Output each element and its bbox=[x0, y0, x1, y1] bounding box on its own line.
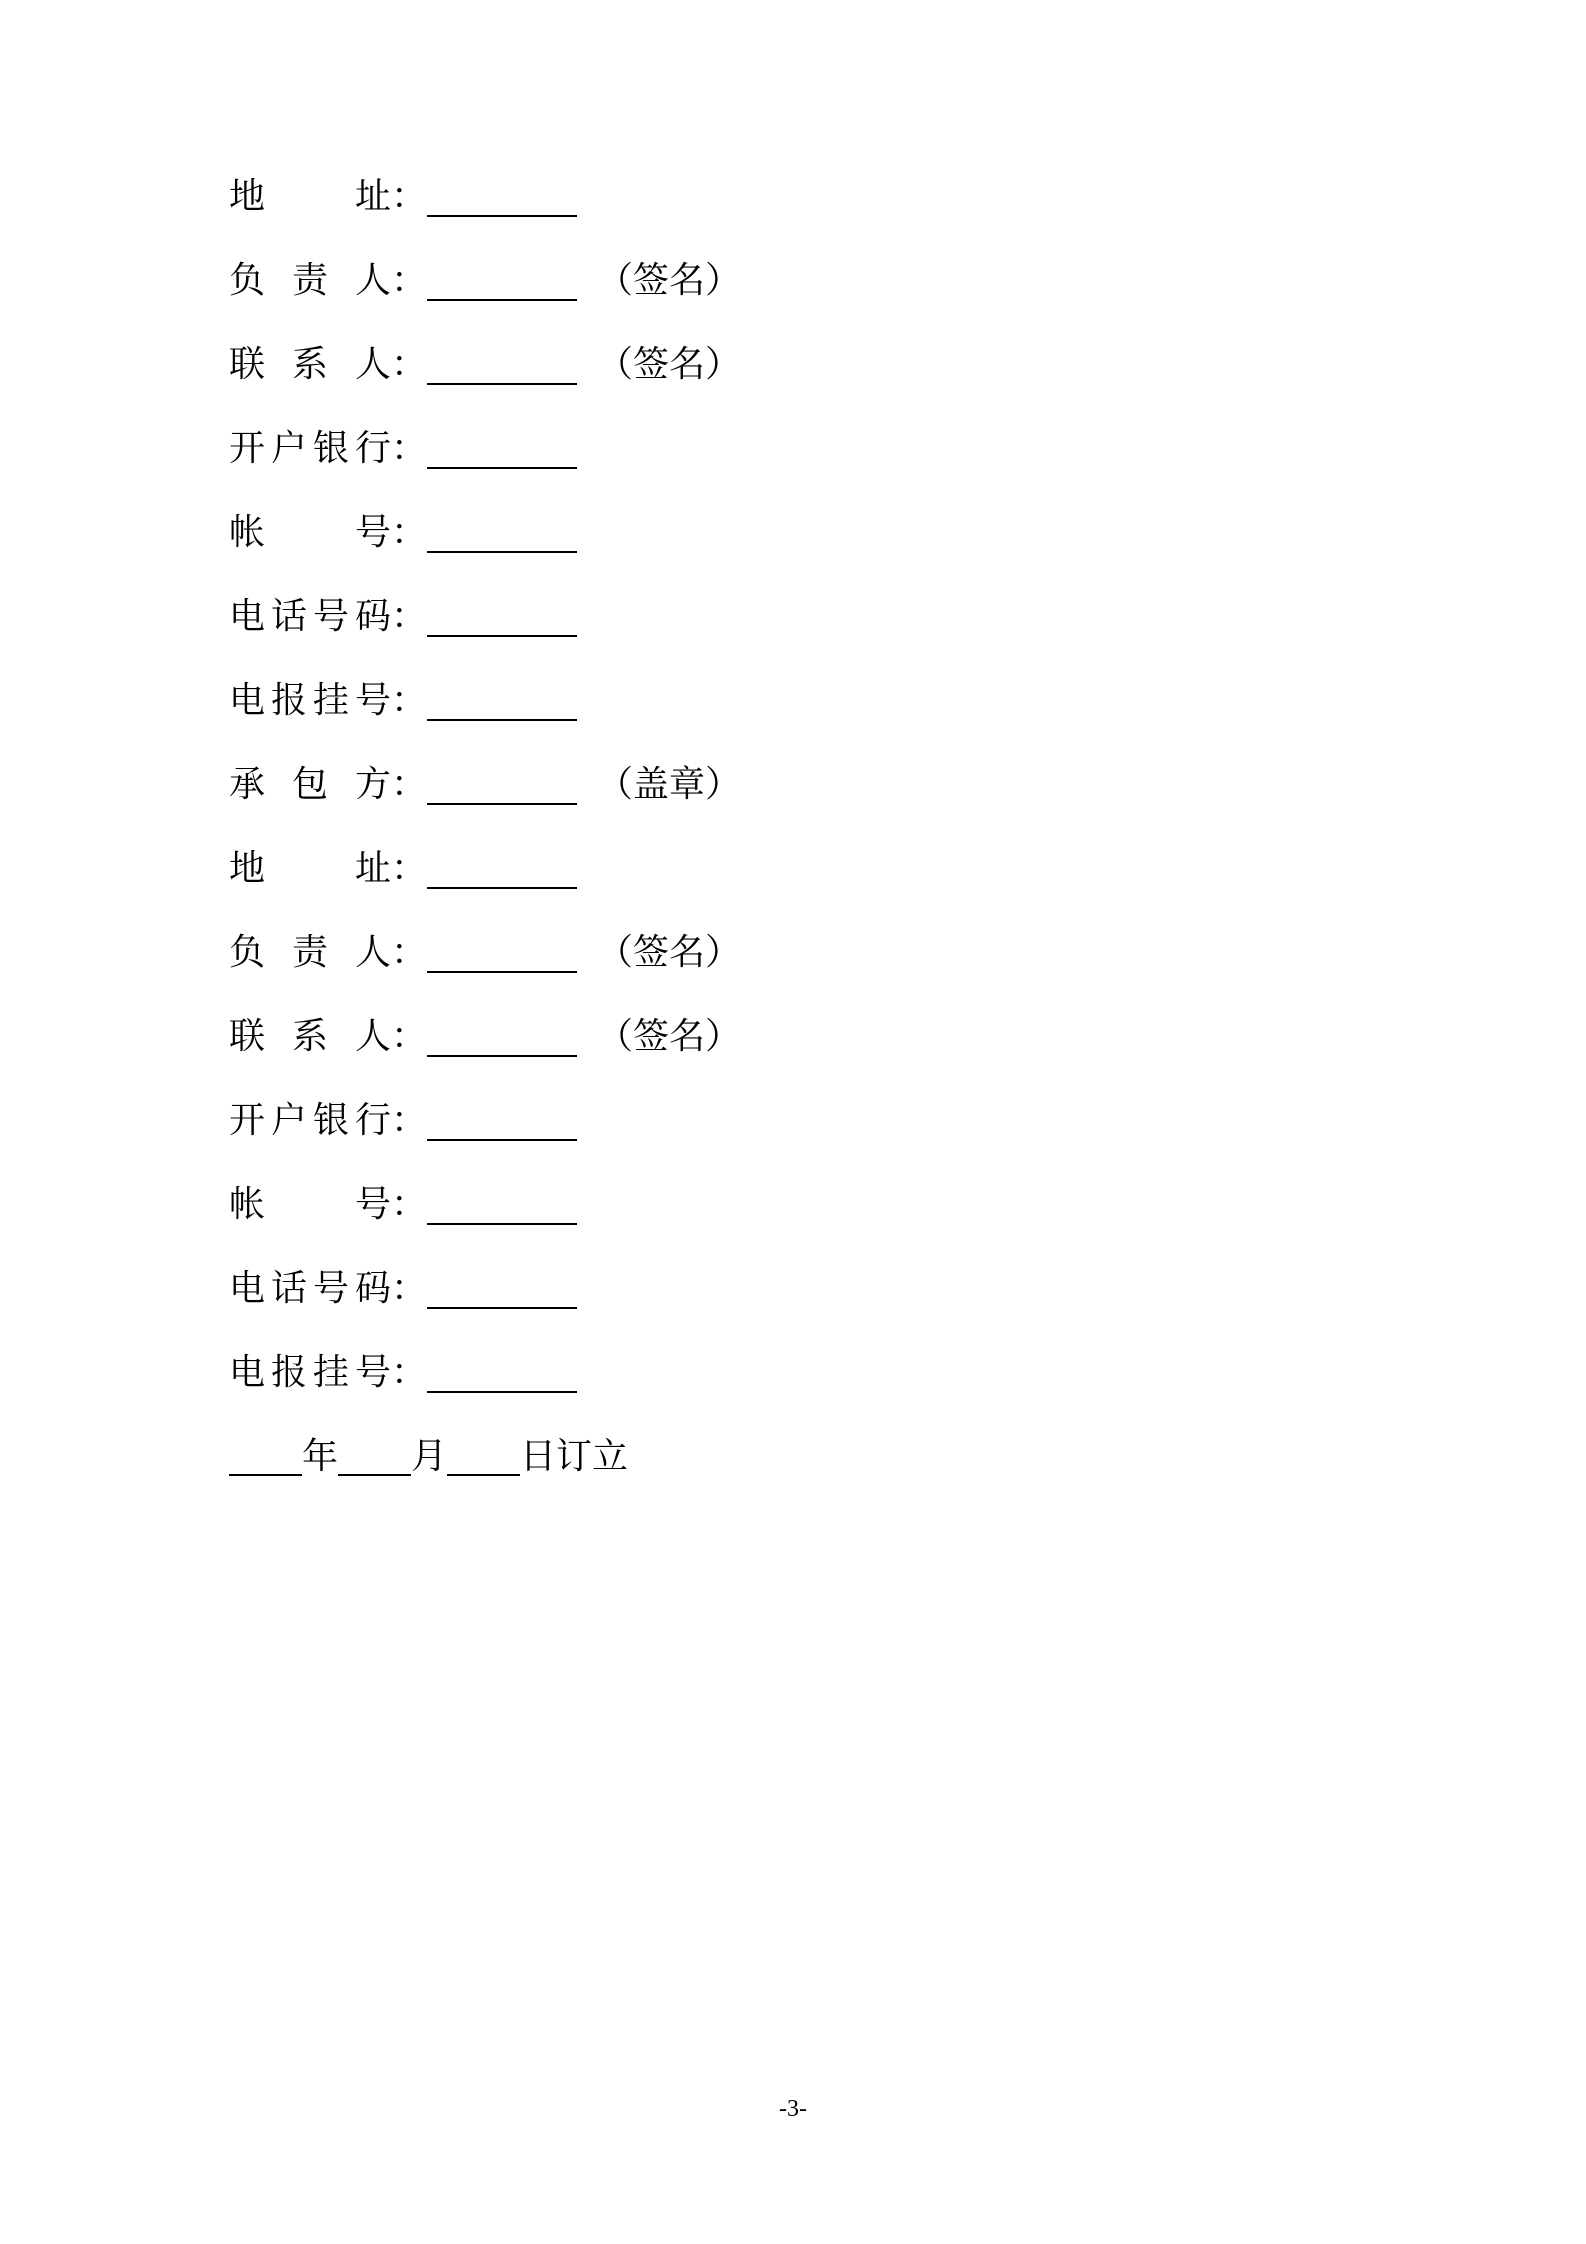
field-label-char: 包 bbox=[291, 764, 328, 805]
field-label bbox=[229, 932, 391, 973]
field-label bbox=[229, 260, 391, 301]
form-row bbox=[229, 323, 741, 407]
field-label-char: 承 bbox=[229, 764, 266, 805]
field-suffix: （签名） bbox=[597, 932, 742, 973]
field-label-char: 址 bbox=[354, 176, 391, 217]
fill-in-blank[interactable] bbox=[427, 1019, 577, 1057]
field-label-char: 话 bbox=[270, 596, 307, 637]
form-row bbox=[229, 743, 741, 827]
field-label-char: 负 bbox=[229, 932, 266, 973]
field-label-char: 行 bbox=[354, 1100, 391, 1141]
field-label-char: 开 bbox=[229, 428, 266, 469]
fill-in-blank[interactable] bbox=[427, 1103, 577, 1141]
field-label bbox=[229, 1184, 391, 1225]
page-number: -3- bbox=[779, 2096, 807, 2122]
field-label-char: 户 bbox=[270, 1100, 307, 1141]
field-label bbox=[229, 512, 391, 553]
field-colon: ： bbox=[391, 176, 428, 217]
fill-in-blank[interactable] bbox=[427, 179, 577, 217]
form-row bbox=[229, 155, 741, 239]
form-row bbox=[229, 659, 741, 743]
year-label: 年 bbox=[302, 1436, 339, 1477]
fill-in-blank[interactable] bbox=[427, 935, 577, 973]
fill-in-blank[interactable] bbox=[427, 263, 577, 301]
field-colon: ： bbox=[391, 848, 428, 889]
date-blank[interactable] bbox=[338, 1438, 411, 1476]
field-colon: ： bbox=[391, 932, 428, 973]
field-colon: ： bbox=[391, 1268, 428, 1309]
field-label-char: 号 bbox=[354, 680, 391, 721]
form-row bbox=[229, 575, 741, 659]
field-label-char: 行 bbox=[354, 428, 391, 469]
fill-in-blank[interactable] bbox=[427, 851, 577, 889]
form-row bbox=[229, 1079, 741, 1163]
field-label bbox=[229, 1268, 391, 1309]
field-colon: ： bbox=[391, 1184, 428, 1225]
field-label bbox=[229, 1016, 391, 1057]
field-label-char: 开 bbox=[229, 1100, 266, 1141]
field-label-char: 址 bbox=[354, 848, 391, 889]
field-label bbox=[229, 176, 391, 217]
field-label-char: 帐 bbox=[229, 1184, 266, 1225]
date-line bbox=[229, 1415, 741, 1499]
field-label-char: 号 bbox=[312, 596, 349, 637]
field-label-char: 号 bbox=[312, 1268, 349, 1309]
field-label-char: 号 bbox=[354, 512, 391, 553]
field-colon: ： bbox=[391, 1016, 428, 1057]
signature-form bbox=[229, 155, 741, 1499]
field-label-char: 码 bbox=[354, 596, 391, 637]
field-label bbox=[229, 764, 391, 805]
field-label-char: 号 bbox=[354, 1184, 391, 1225]
field-label-char: 银 bbox=[312, 428, 349, 469]
field-label-char: 系 bbox=[291, 344, 328, 385]
form-row bbox=[229, 995, 741, 1079]
field-colon: ： bbox=[391, 764, 428, 805]
field-label-char: 码 bbox=[354, 1268, 391, 1309]
form-row bbox=[229, 1247, 741, 1331]
field-label-char: 话 bbox=[270, 1268, 307, 1309]
field-label bbox=[229, 1100, 391, 1141]
field-label-char: 责 bbox=[291, 932, 328, 973]
field-label-char: 系 bbox=[291, 1016, 328, 1057]
form-row bbox=[229, 1331, 741, 1415]
field-colon: ： bbox=[391, 596, 428, 637]
form-row bbox=[229, 407, 741, 491]
form-row bbox=[229, 491, 741, 575]
field-colon: ： bbox=[391, 1352, 428, 1393]
field-label-char: 电 bbox=[229, 1268, 266, 1309]
field-colon: ： bbox=[391, 344, 428, 385]
field-label-char: 联 bbox=[229, 344, 266, 385]
field-label-char: 负 bbox=[229, 260, 266, 301]
form-row bbox=[229, 239, 741, 323]
date-blank[interactable] bbox=[447, 1438, 520, 1476]
field-label-char: 帐 bbox=[229, 512, 266, 553]
month-label: 月 bbox=[411, 1436, 448, 1477]
field-label bbox=[229, 344, 391, 385]
field-label bbox=[229, 596, 391, 637]
field-label-char: 地 bbox=[229, 176, 266, 217]
field-label bbox=[229, 680, 391, 721]
field-colon: ： bbox=[391, 260, 428, 301]
form-row bbox=[229, 1163, 741, 1247]
field-label bbox=[229, 428, 391, 469]
fill-in-blank[interactable] bbox=[427, 1271, 577, 1309]
fill-in-blank[interactable] bbox=[427, 347, 577, 385]
field-label-char: 人 bbox=[354, 344, 391, 385]
fill-in-blank[interactable] bbox=[427, 1355, 577, 1393]
field-label-char: 挂 bbox=[312, 680, 349, 721]
field-label-char: 报 bbox=[270, 1352, 307, 1393]
field-colon: ： bbox=[391, 680, 428, 721]
day-sign-label: 日订立 bbox=[520, 1436, 629, 1477]
field-label-char: 报 bbox=[270, 680, 307, 721]
field-label-char: 挂 bbox=[312, 1352, 349, 1393]
field-label bbox=[229, 1352, 391, 1393]
field-label-char: 电 bbox=[229, 1352, 266, 1393]
field-suffix: （签名） bbox=[597, 260, 742, 301]
field-suffix: （签名） bbox=[597, 344, 742, 385]
field-suffix: （盖章） bbox=[597, 764, 742, 805]
form-row bbox=[229, 911, 741, 995]
field-label-char: 户 bbox=[270, 428, 307, 469]
field-label-char: 人 bbox=[354, 1016, 391, 1057]
field-label-char: 人 bbox=[354, 260, 391, 301]
fill-in-blank[interactable] bbox=[427, 431, 577, 469]
field-label-char: 地 bbox=[229, 848, 266, 889]
field-colon: ： bbox=[391, 428, 428, 469]
fill-in-blank[interactable] bbox=[427, 683, 577, 721]
fill-in-blank[interactable] bbox=[427, 599, 577, 637]
field-label-char: 银 bbox=[312, 1100, 349, 1141]
field-label-char: 电 bbox=[229, 596, 266, 637]
field-suffix: （签名） bbox=[597, 1016, 742, 1057]
field-label bbox=[229, 848, 391, 889]
field-label-char: 方 bbox=[354, 764, 391, 805]
date-blank[interactable] bbox=[229, 1438, 302, 1476]
fill-in-blank[interactable] bbox=[427, 1187, 577, 1225]
field-label-char: 联 bbox=[229, 1016, 266, 1057]
field-label-char: 责 bbox=[291, 260, 328, 301]
field-label-char: 号 bbox=[354, 1352, 391, 1393]
field-label-char: 电 bbox=[229, 680, 266, 721]
fill-in-blank[interactable] bbox=[427, 767, 577, 805]
field-label-char: 人 bbox=[354, 932, 391, 973]
field-colon: ： bbox=[391, 512, 428, 553]
field-colon: ： bbox=[391, 1100, 428, 1141]
fill-in-blank[interactable] bbox=[427, 515, 577, 553]
form-row bbox=[229, 827, 741, 911]
